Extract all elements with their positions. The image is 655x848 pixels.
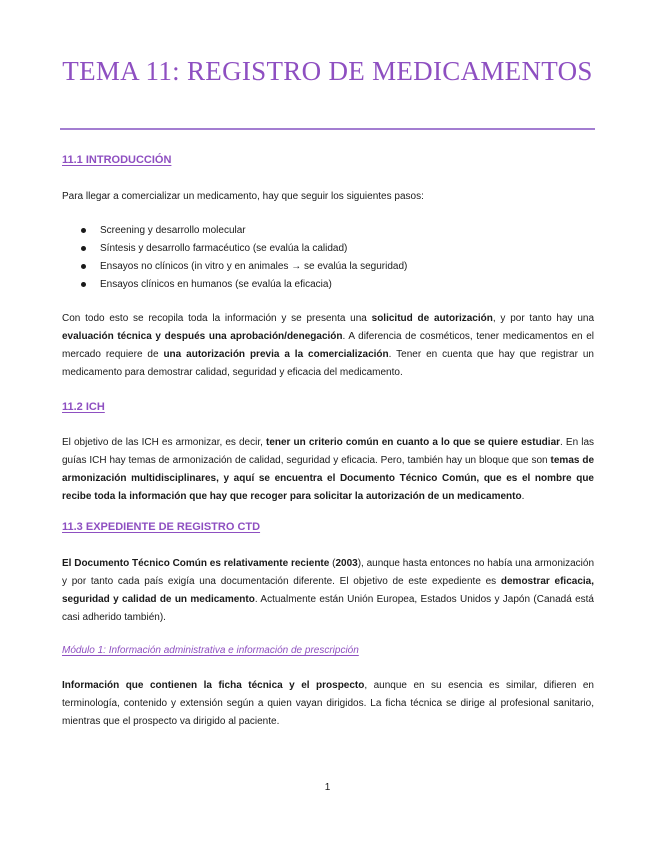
module1-paragraph: Información que contienen la ficha técnica y el prospecto, aunque en su esencia es similar, difieren en terminología, contenido y extensión según a quien vayan dirigidos. La ficha técnica se dirige al profesional sanitario, mientras que el prospecto va dirigido al paciente.	[62, 680, 594, 727]
list-item: Ensayos clínicos en humanos (se evalúa la eficacia)	[62, 276, 407, 294]
title-divider	[60, 128, 595, 130]
bullet-icon	[81, 228, 86, 233]
steps-list	[62, 222, 407, 294]
list-item: Síntesis y desarrollo farmacéutico (se evalúa la calidad)	[62, 240, 407, 258]
page-number: 1	[324, 782, 331, 793]
list-item: Ensayos no clínicos (in vitro y en animales → se evalúa la seguridad)	[62, 258, 407, 276]
heading-expediente-ctd: 11.3 EXPEDIENTE DE REGISTRO CTD	[62, 521, 261, 533]
intro-lead: Para llegar a comercializar un medicamento, hay que seguir los siguientes pasos:	[62, 191, 424, 202]
heading-modulo-1: Módulo 1: Información administrativa e información de prescripción	[62, 645, 359, 656]
list-item: Screening y desarrollo molecular	[62, 222, 407, 240]
heading-introduccion: 11.1 INTRODUCCIÓN	[62, 154, 172, 166]
page-title: TEMA 11: REGISTRO DE MEDICAMENTOS	[62, 56, 593, 86]
ich-paragraph: El objetivo de las ICH es armonizar, es decir, tener un criterio común en cuanto a lo que se quiere estudiar. En las guías ICH hay temas de armonización de calidad, seguridad y eficacia. Pero, también hay un bloque que son temas de armonización multidisciplinares, y aquí se encuentra el Documento Técnico Común, que es el nombre que recibe toda la información que hay que recoger para solicitar la autorización de un medicamento.	[62, 437, 595, 502]
intro-paragraph: Con todo esto se recopila toda la información y se presenta una solicitud de autorización, y por tanto hay una evaluación técnica y después una aprobación/denegación. A diferencia de cosméticos, tener medicamentos en el mercado requiere de una autorización previa a la comercialización. Tener en cuenta que hay que registrar un medicamento para demostrar calidad, seguridad y eficacia del medicamento.	[62, 313, 595, 378]
bullet-icon	[81, 282, 86, 287]
ctd-paragraph: El Documento Técnico Común es relativamente reciente (2003), aunque hasta entonces no había una armonización y por tanto cada país exigía una documentación diferente. El objetivo de este expediente es demostrar eficacia, seguridad y calidad de un medicamento. Actualmente están Unión Europea, Estados Unidos y Japón (Canadá está casi adherido también).	[62, 558, 595, 623]
bullet-icon	[81, 264, 86, 269]
heading-ich: 11.2 ICH	[62, 401, 105, 413]
bullet-icon	[81, 246, 86, 251]
